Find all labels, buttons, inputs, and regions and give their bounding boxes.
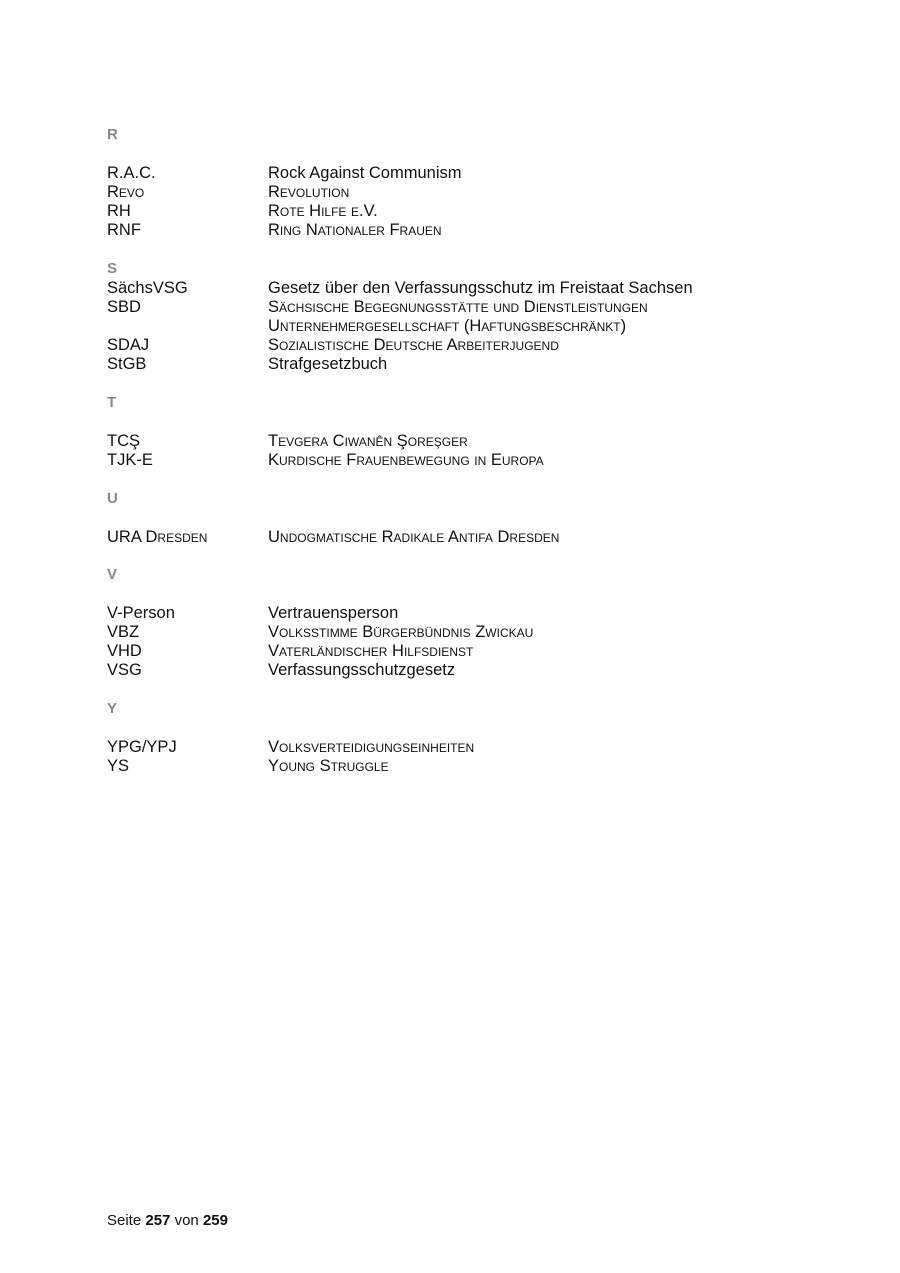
abbr-vhd: VHD (107, 642, 142, 660)
footer-total-pages: 259 (202, 1212, 228, 1229)
section-letter-v: V (107, 566, 118, 583)
footer-page-number: 257 (145, 1212, 171, 1229)
abbr-sdaj: SDAJ (107, 336, 150, 354)
abbr-ura-dresden: URA Dresden (107, 528, 208, 546)
abbr-vsg: VSG (107, 661, 142, 679)
def-rac: Rock Against Communism (268, 164, 462, 182)
abbr-vbz: VBZ (107, 623, 140, 641)
abbr-rh: RH (107, 202, 131, 220)
def-rnf: Ring Nationaler Frauen (268, 221, 442, 239)
abbr-rnf: RNF (107, 221, 141, 239)
section-letter-y: Y (107, 700, 118, 717)
abbr-tcs: TCŞ (107, 432, 140, 450)
abbr-ys: YS (107, 757, 130, 775)
abbr-sbd: SBD (107, 298, 141, 316)
section-letter-r: R (107, 126, 118, 143)
section-letter-s: S (107, 260, 118, 277)
def-ys: Young Struggle (268, 757, 389, 775)
def-ura-dresden: Undogmatische Radikale Antifa Dresden (268, 528, 560, 546)
abbr-revo: Revo (107, 183, 145, 201)
def-sbd-line2: Unternehmergesellschaft (Haftungsbeschränkt) (268, 317, 627, 335)
def-ypg-ypj: Volksverteidigungseinheiten (268, 738, 475, 756)
def-rh: Rote Hilfe e.V. (268, 202, 378, 220)
def-tcs: Tevgera Ciwanên Şoreşger (268, 432, 468, 450)
footer-prefix: Seite (107, 1212, 142, 1229)
abbr-saechsvsg: SächsVSG (107, 279, 188, 297)
abbr-ypg-ypj: YPG/YPJ (107, 738, 177, 756)
def-v-person: Vertrauensperson (268, 604, 399, 622)
section-letter-u: U (107, 490, 118, 507)
def-sdaj: Sozialistische Deutsche Arbeiterjugend (268, 336, 559, 354)
abbr-stgb: StGB (107, 355, 147, 373)
abbr-v-person: V-Person (107, 604, 175, 622)
def-saechsvsg: Gesetz über den Verfassungsschutz im Freistaat Sachsen (268, 279, 693, 297)
def-tjke: Kurdische Frauenbewegung in Europa (268, 451, 544, 469)
def-sbd: Sächsische Begegnungsstätte und Dienstleistungen (268, 298, 648, 316)
abbr-tjke: TJK-E (107, 451, 153, 469)
def-vhd: Vaterländischer Hilfsdienst (268, 642, 474, 660)
def-revo: Revolution (268, 183, 350, 201)
abbr-rac: R.A.C. (107, 164, 156, 182)
def-vsg: Verfassungsschutzgesetz (268, 661, 456, 679)
page-footer (107, 1211, 228, 1230)
section-letter-t: T (107, 394, 117, 411)
def-vbz: Volksstimme Bürgerbündnis Zwickau (268, 623, 534, 641)
def-stgb: Strafgesetzbuch (268, 355, 388, 373)
footer-middle: von (174, 1212, 199, 1229)
